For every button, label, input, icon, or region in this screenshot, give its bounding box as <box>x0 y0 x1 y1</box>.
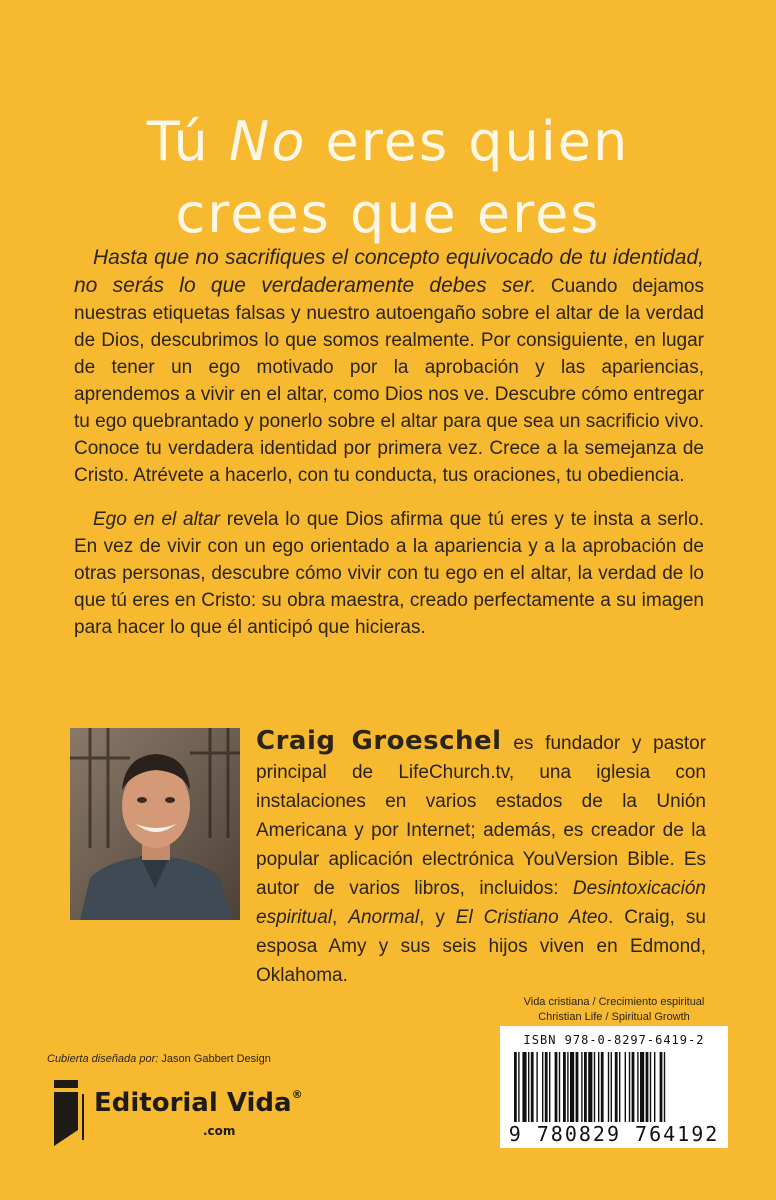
book-1: Desintoxicación espiritual <box>256 878 706 928</box>
title-part-1: Tú <box>146 110 229 174</box>
publisher-name-text: Editorial Vida <box>94 1088 292 1118</box>
category <box>500 995 728 1025</box>
category-spanish: Vida cristiana / Crecimiento espiritual <box>523 996 705 1008</box>
barcode-number: 9 780829 764192 <box>508 1122 720 1146</box>
paragraph-2-book-title: Ego en el altar <box>93 509 220 530</box>
book-title <box>0 106 776 250</box>
credit-label: Cubierta diseñada por <box>47 1053 156 1065</box>
publisher-mark-icon <box>46 1080 86 1146</box>
category-english: Christian Life / Spiritual Growth <box>538 1011 690 1023</box>
credit-colon: : <box>155 1053 162 1065</box>
isbn-label: ISBN 978-0-8297-6419-2 <box>523 1033 705 1047</box>
title-emphasis: No <box>228 110 307 174</box>
title-line-2: crees que eres <box>175 182 601 246</box>
publisher-name <box>94 1088 303 1118</box>
bio-text-1: es fundador y pastor principal de LifeChurch.tv, una iglesia con instalaciones en varios estados de la Unión Americana y por Internet; además, es creador de la popular aplicación electrónica YouVersion Bible. Es autor de varios libros, incluidos: <box>256 733 706 899</box>
paragraph-1-text: Cuando dejamos nuestras etiquetas falsas y nuestro autoengaño sobre el altar de la verdad de Dios, descubrimos lo que somos realmente. Por consiguiente, en lugar de tener un ego motivado por la aprobación y las apariencias, aprendemos a vivir en el altar, como Dios nos ve. Descubre cómo entregar tu ego quebrantado y ponerlo sobre el altar para que sea un sacrificio vivo. Conoce tu verdadera identidad por primera vez. Crece a la semejanza de Cristo. Atrévete a hacerlo, con tu conducta, tus oraciones, tu obediencia. <box>74 276 704 486</box>
author-bio <box>256 727 706 990</box>
book-2: Anormal <box>348 907 420 928</box>
paragraph-2 <box>74 506 704 641</box>
title-line-1 <box>0 106 776 178</box>
paragraph-2-text: revela lo que Dios afirma que tú eres y te insta a serlo. En vez de vivir con un ego orientado a la apariencia y a la aprobación de otras personas, descubre cómo vivir con tu ego en el altar, la verdad de lo que tú eres en Cristo: su obra maestra, creado perfectamente a su imagen para hacer lo que él anticipó que hicieras. <box>74 509 704 638</box>
publisher-logo <box>46 1080 303 1146</box>
author-name: Craig Groeschel <box>256 726 502 756</box>
registered-mark: ® <box>291 1088 303 1101</box>
bio-text-2: . Craig, su esposa Amy y sus seis hijos viven en Edmond, Oklahoma. <box>256 907 706 986</box>
barcode <box>500 1026 728 1148</box>
paragraph-1-lead: Hasta que no sacrifiques el concepto equivocado de tu identidad, no serás lo que verdaderamente debes ser. <box>74 246 704 297</box>
author-photo <box>70 728 240 920</box>
book-3: El Cristiano Ateo <box>455 907 608 928</box>
credit-designer: Jason Gabbert Design <box>161 1053 271 1065</box>
publisher-domain: .com <box>203 1124 236 1138</box>
description <box>74 244 704 641</box>
bio-separator-2: , y <box>419 907 456 928</box>
cover-credit <box>47 1053 271 1065</box>
barcode-bars <box>514 1052 714 1122</box>
paragraph-1 <box>74 244 704 489</box>
title-part-3: eres quien <box>306 110 630 174</box>
bio-separator-1: , <box>332 907 349 928</box>
